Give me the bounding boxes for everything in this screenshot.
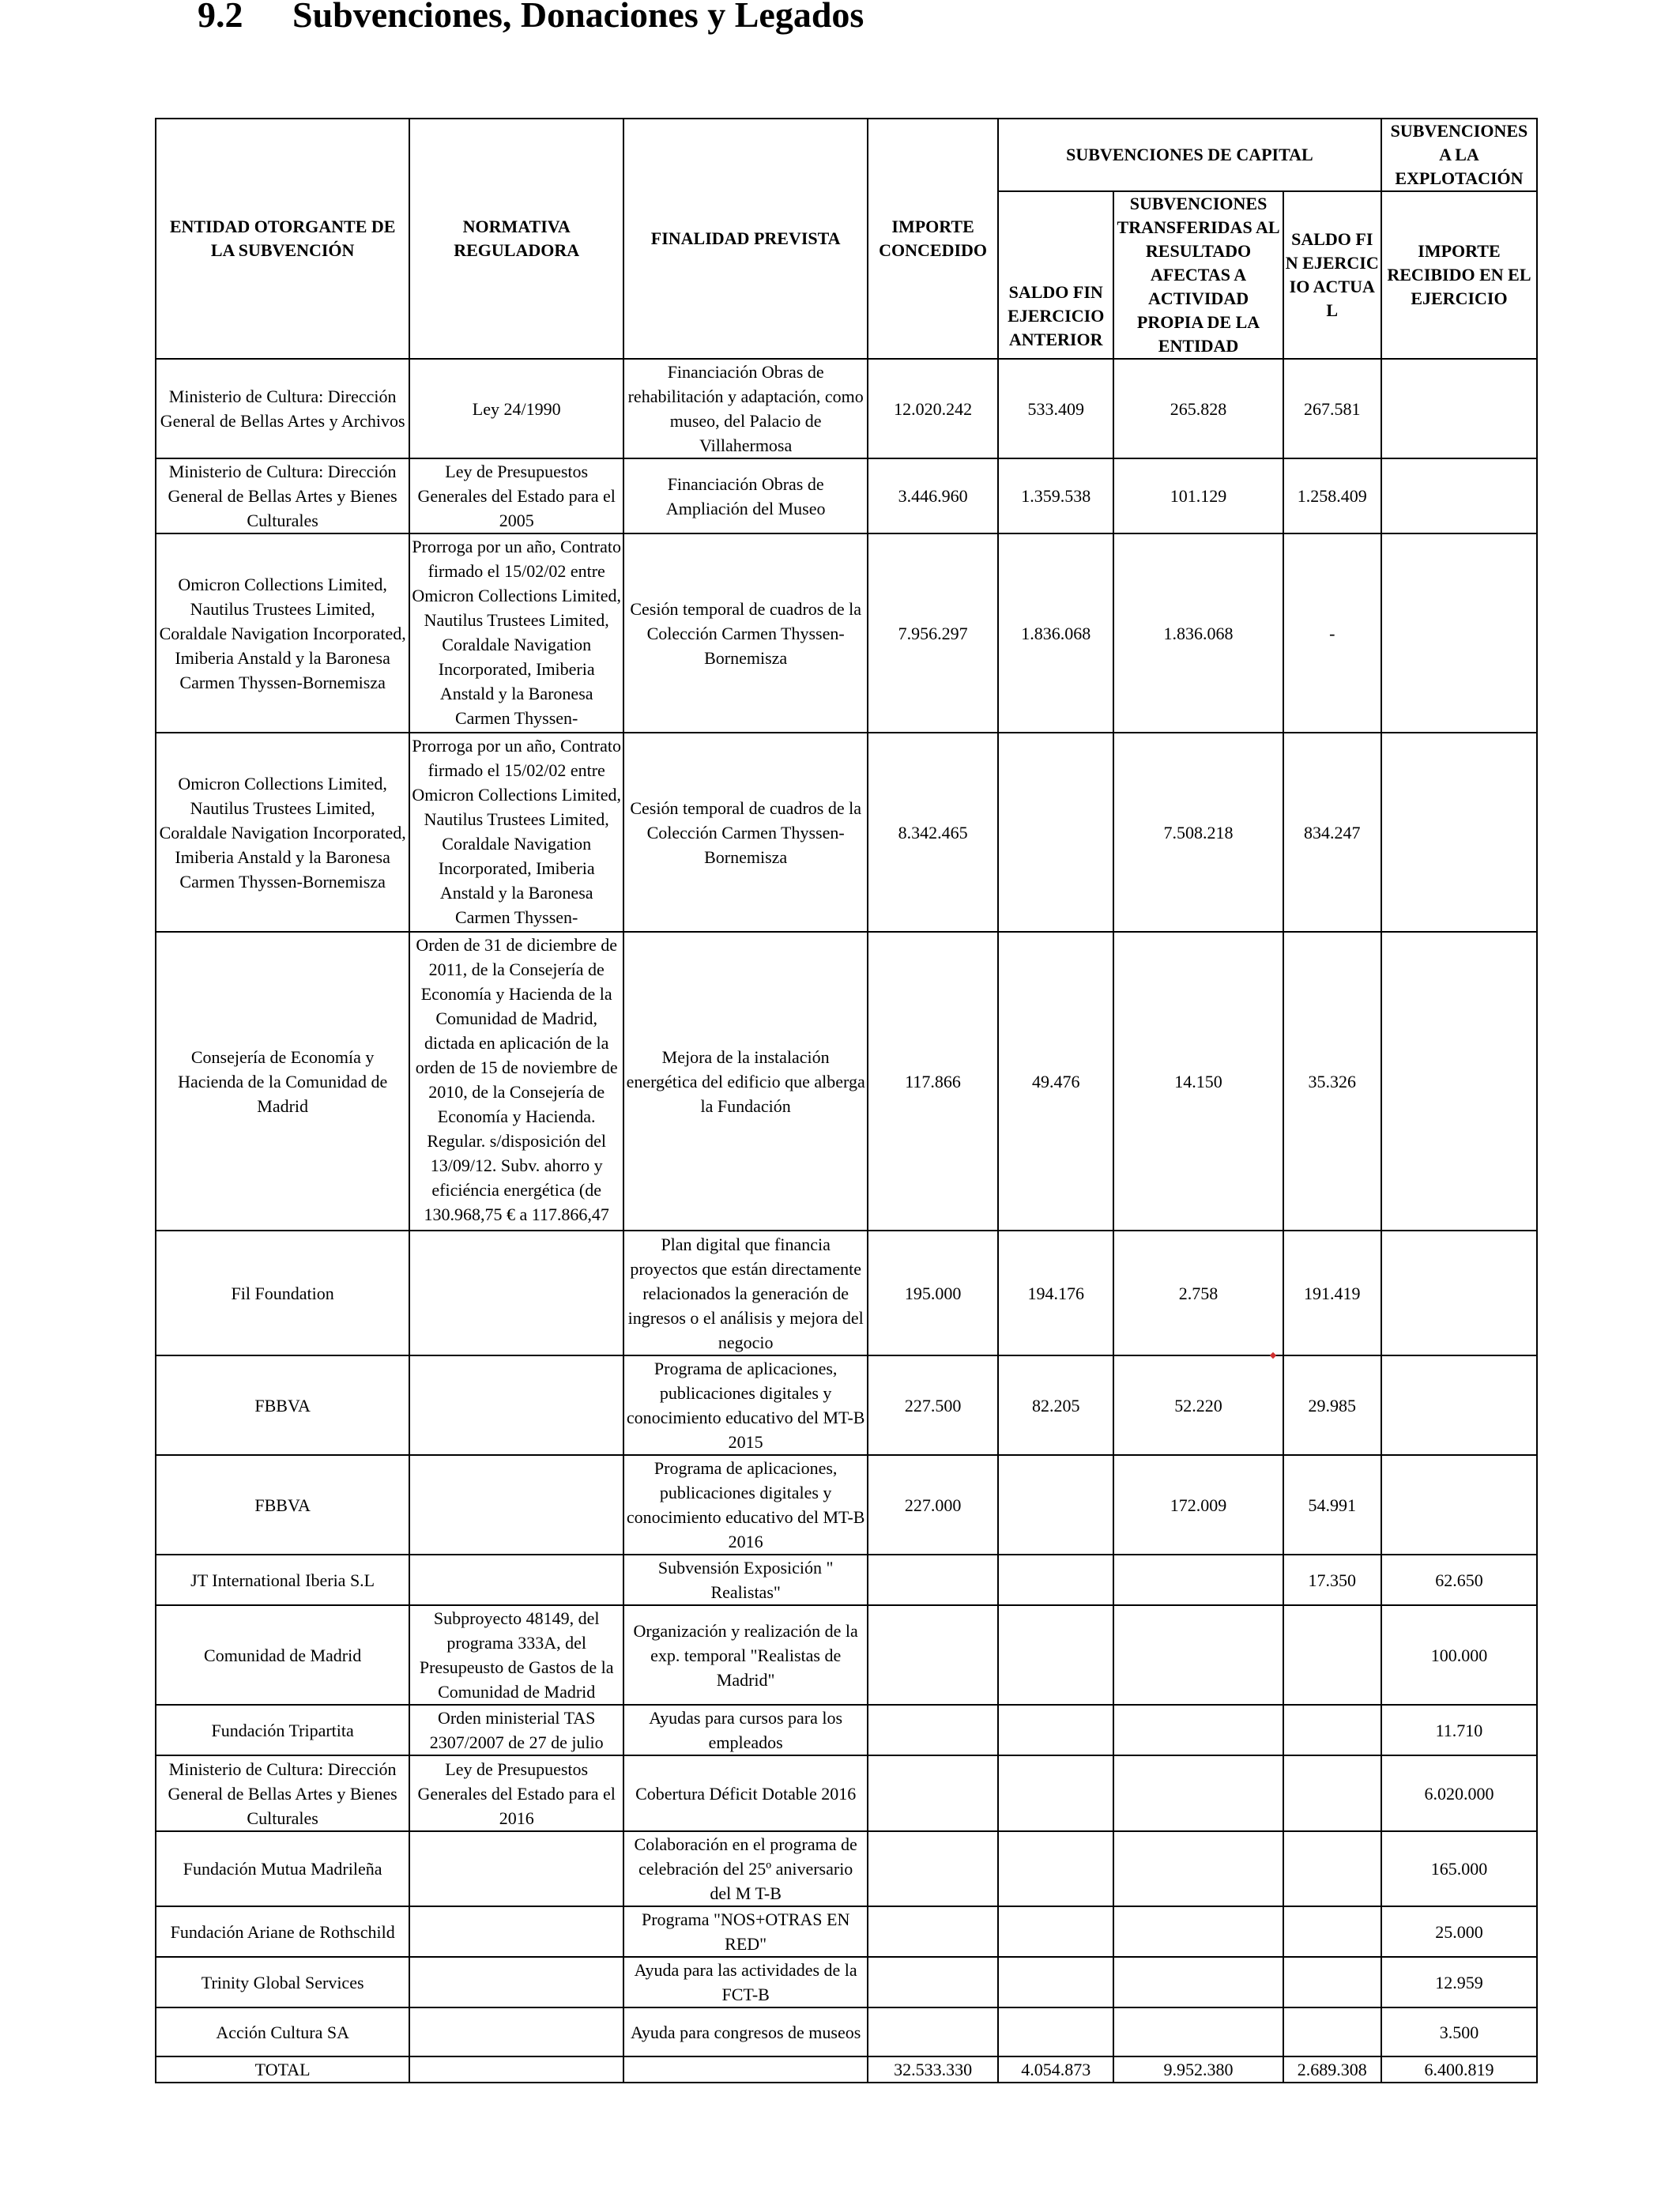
- subvenciones-table: [155, 118, 1538, 2083]
- section-heading: [198, 0, 864, 36]
- cell-normativa: Ley 24/1990: [409, 359, 623, 458]
- total-transferidas: 9.952.380: [1113, 2056, 1283, 2083]
- cell-finalidad: Colaboración en el programa de celebración del 25º aniversario del M T-B: [623, 1831, 868, 1906]
- header-transferidas: SUBVENCIONES TRANSFERIDAS AL RESULTADO AFECTAS A ACTIVIDAD PROPIA DE LA ENTIDAD: [1113, 191, 1283, 359]
- table-row: [156, 932, 1537, 1231]
- cell-recibido: [1381, 932, 1537, 1231]
- cell-saldo-anterior: [998, 1755, 1114, 1831]
- cell-saldo-actual: -: [1283, 533, 1381, 733]
- cell-finalidad: Plan digital que financia proyectos que están directamente relacionados la generación de ingresos o el análisis y mejora del negocio: [623, 1231, 868, 1355]
- total-label: TOTAL: [156, 2056, 409, 2083]
- cell-transferidas: 172.009: [1113, 1455, 1283, 1555]
- header-saldo-actual: SALDO FIN EJERCICIO ACTUAL: [1283, 191, 1381, 359]
- cell-transferidas: 14.150: [1113, 932, 1283, 1231]
- cell-entidad: Acción Cultura SA: [156, 2007, 409, 2056]
- cell-transferidas: 7.508.218: [1113, 733, 1283, 932]
- cell-normativa: [409, 1957, 623, 2007]
- cell-entidad: Fil Foundation: [156, 1231, 409, 1355]
- cell-entidad: Ministerio de Cultura: Dirección General de Bellas Artes y Archivos: [156, 359, 409, 458]
- cell-saldo-anterior: [998, 1605, 1114, 1705]
- cell-transferidas: 1.836.068: [1113, 533, 1283, 733]
- table-row: [156, 1705, 1537, 1755]
- table-row: [156, 359, 1537, 458]
- cell-saldo-actual: [1283, 1755, 1381, 1831]
- cell-saldo-actual: 834.247: [1283, 733, 1381, 932]
- section-number: 9.2: [198, 0, 243, 35]
- table-row: [156, 733, 1537, 932]
- cell-saldo-anterior: [998, 1831, 1114, 1906]
- cell-saldo-actual: 1.258.409: [1283, 458, 1381, 533]
- header-importe-recibido: IMPORTE RECIBIDO EN EL EJERCICIO: [1381, 191, 1537, 359]
- cell-saldo-anterior: [998, 1455, 1114, 1555]
- header-normativa: NORMATIVA REGULADORA: [409, 119, 623, 359]
- cell-normativa: Ley de Presupuestos Generales del Estado para el 2016: [409, 1755, 623, 1831]
- table-row: [156, 533, 1537, 733]
- total-empty-finalidad: [623, 2056, 868, 2083]
- header-subvenciones-capital: SUBVENCIONES DE CAPITAL: [998, 119, 1381, 191]
- cell-normativa: Orden ministerial TAS 2307/2007 de 27 de julio: [409, 1705, 623, 1755]
- table-row: [156, 1355, 1537, 1455]
- cell-recibido: [1381, 533, 1537, 733]
- cell-transferidas: 2.758: [1113, 1231, 1283, 1355]
- table-body: [156, 359, 1537, 2056]
- cell-recibido: 3.500: [1381, 2007, 1537, 2056]
- cell-finalidad: Ayuda para congresos de museos: [623, 2007, 868, 2056]
- header-finalidad: FINALIDAD PREVISTA: [623, 119, 868, 359]
- table-row: [156, 458, 1537, 533]
- cell-normativa: [409, 2007, 623, 2056]
- cell-entidad: FBBVA: [156, 1355, 409, 1455]
- cell-saldo-actual: 267.581: [1283, 359, 1381, 458]
- cell-saldo-actual: [1283, 1605, 1381, 1705]
- cell-saldo-actual: [1283, 1906, 1381, 1957]
- table-row: [156, 1455, 1537, 1555]
- cell-transferidas: [1113, 1605, 1283, 1705]
- cell-entidad: Ministerio de Cultura: Dirección General de Bellas Artes y Bienes Culturales: [156, 458, 409, 533]
- cell-saldo-anterior: [998, 1555, 1114, 1605]
- cell-importe: [868, 1831, 998, 1906]
- cell-saldo-actual: 17.350: [1283, 1555, 1381, 1605]
- cell-saldo-anterior: 1.836.068: [998, 533, 1114, 733]
- cell-saldo-actual: 35.326: [1283, 932, 1381, 1231]
- cell-finalidad: Cobertura Déficit Dotable 2016: [623, 1755, 868, 1831]
- cell-recibido: 12.959: [1381, 1957, 1537, 2007]
- cell-importe: 227.000: [868, 1455, 998, 1555]
- cell-finalidad: Programa de aplicaciones, publicaciones digitales y conocimiento educativo del MT-B 2015: [623, 1355, 868, 1455]
- cell-finalidad: Ayudas para cursos para los empleados: [623, 1705, 868, 1755]
- cell-transferidas: [1113, 1906, 1283, 1957]
- cell-saldo-anterior: [998, 1705, 1114, 1755]
- cell-entidad: Omicron Collections Limited, Nautilus Trustees Limited, Coraldale Navigation Incorporated, Imiberia Anstald y la Baronesa Carmen Thyssen-Bornemisza: [156, 733, 409, 932]
- cell-importe: [868, 1605, 998, 1705]
- cell-transferidas: [1113, 1555, 1283, 1605]
- table-row: [156, 1555, 1537, 1605]
- cell-entidad: JT International Iberia S.L: [156, 1555, 409, 1605]
- cell-importe: 12.020.242: [868, 359, 998, 458]
- cell-importe: 195.000: [868, 1231, 998, 1355]
- table-row: [156, 1831, 1537, 1906]
- cell-importe: 3.446.960: [868, 458, 998, 533]
- cell-entidad: Fundación Ariane de Rothschild: [156, 1906, 409, 1957]
- cell-transferidas: [1113, 2007, 1283, 2056]
- cell-finalidad: Ayuda para las actividades de la FCT-B: [623, 1957, 868, 2007]
- cell-entidad: Trinity Global Services: [156, 1957, 409, 2007]
- cell-normativa: Ley de Presupuestos Generales del Estado para el 2005: [409, 458, 623, 533]
- cell-recibido: 11.710: [1381, 1705, 1537, 1755]
- cell-recibido: [1381, 359, 1537, 458]
- cell-transferidas: [1113, 1755, 1283, 1831]
- cell-saldo-anterior: [998, 1906, 1114, 1957]
- cell-entidad: Fundación Tripartita: [156, 1705, 409, 1755]
- cell-recibido: 100.000: [1381, 1605, 1537, 1705]
- total-saldo-anterior: 4.054.873: [998, 2056, 1114, 2083]
- cell-importe: [868, 2007, 998, 2056]
- cell-entidad: Omicron Collections Limited, Nautilus Trustees Limited, Coraldale Navigation Incorporated, Imiberia Anstald y la Baronesa Carmen Thyssen-Bornemisza: [156, 533, 409, 733]
- cell-saldo-anterior: 49.476: [998, 932, 1114, 1231]
- cell-finalidad: Organización y realización de la exp. temporal "Realistas de Madrid": [623, 1605, 868, 1705]
- cell-entidad: FBBVA: [156, 1455, 409, 1555]
- cell-saldo-anterior: 82.205: [998, 1355, 1114, 1455]
- cell-importe: [868, 1906, 998, 1957]
- cell-normativa: [409, 1906, 623, 1957]
- total-recibido: 6.400.819: [1381, 2056, 1537, 2083]
- cell-normativa: [409, 1355, 623, 1455]
- cell-recibido: 62.650: [1381, 1555, 1537, 1605]
- section-title: Subvenciones, Donaciones y Legados: [292, 0, 864, 35]
- cell-saldo-anterior: [998, 1957, 1114, 2007]
- cell-saldo-actual: 54.991: [1283, 1455, 1381, 1555]
- cell-entidad: Fundación Mutua Madrileña: [156, 1831, 409, 1906]
- cell-entidad: Ministerio de Cultura: Dirección General de Bellas Artes y Bienes Culturales: [156, 1755, 409, 1831]
- cell-saldo-anterior: 533.409: [998, 359, 1114, 458]
- table-row: [156, 1231, 1537, 1355]
- total-empty-normativa: [409, 2056, 623, 2083]
- cell-entidad: Consejería de Economía y Hacienda de la Comunidad de Madrid: [156, 932, 409, 1231]
- cell-finalidad: Financiación Obras de Ampliación del Museo: [623, 458, 868, 533]
- cell-importe: [868, 1755, 998, 1831]
- cell-normativa: Prorroga por un año, Contrato firmado el 15/02/02 entre Omicron Collections Limited, Nautilus Trustees Limited, Coraldale Navigation Incorporated, Imiberia Anstald y la Baronesa Carmen Thyssen-: [409, 533, 623, 733]
- cell-transferidas: 101.129: [1113, 458, 1283, 533]
- cell-transferidas: 265.828: [1113, 359, 1283, 458]
- cell-saldo-anterior: 1.359.538: [998, 458, 1114, 533]
- cell-normativa: Orden de 31 de diciembre de 2011, de la Consejería de Economía y Hacienda de la Comunidad de Madrid, dictada en aplicación de la orden de 15 de noviembre de 2010, de la Consejería de Economía y Hacienda. Regular. s/disposición del 13/09/12. Subv. ahorro y eficiéncia energética (de 130.968,75 € a 117.866,47: [409, 932, 623, 1231]
- cell-recibido: [1381, 733, 1537, 932]
- cell-normativa: Prorroga por un año, Contrato firmado el 15/02/02 entre Omicron Collections Limited, Nautilus Trustees Limited, Coraldale Navigation Incorporated, Imiberia Anstald y la Baronesa Carmen Thyssen-: [409, 733, 623, 932]
- header-subvenciones-explotacion: SUBVENCIONES A LA EXPLOTACIÓN: [1381, 119, 1537, 191]
- cell-saldo-anterior: 194.176: [998, 1231, 1114, 1355]
- cell-transferidas: [1113, 1957, 1283, 2007]
- cell-recibido: [1381, 458, 1537, 533]
- table-row: [156, 2007, 1537, 2056]
- table-row: [156, 1605, 1537, 1705]
- cell-saldo-actual: 191.419: [1283, 1231, 1381, 1355]
- cell-importe: [868, 1555, 998, 1605]
- cell-saldo-anterior: [998, 2007, 1114, 2056]
- cell-normativa: [409, 1231, 623, 1355]
- cell-transferidas: [1113, 1705, 1283, 1755]
- cell-importe: 7.956.297: [868, 533, 998, 733]
- cell-recibido: 6.020.000: [1381, 1755, 1537, 1831]
- cell-transferidas: [1113, 1831, 1283, 1906]
- cell-importe: [868, 1957, 998, 2007]
- cell-finalidad: Programa de aplicaciones, publicaciones digitales y conocimiento educativo del MT-B 2016: [623, 1455, 868, 1555]
- cell-transferidas: 52.220: [1113, 1355, 1283, 1455]
- cell-importe: 117.866: [868, 932, 998, 1231]
- cell-recibido: [1381, 1231, 1537, 1355]
- cell-saldo-actual: [1283, 1957, 1381, 2007]
- cell-finalidad: Financiación Obras de rehabilitación y adaptación, como museo, del Palacio de Villahermosa: [623, 359, 868, 458]
- total-importe: 32.533.330: [868, 2056, 998, 2083]
- cell-normativa: [409, 1455, 623, 1555]
- cell-finalidad: Mejora de la instalación energética del edificio que alberga la Fundación: [623, 932, 868, 1231]
- cell-saldo-actual: [1283, 1831, 1381, 1906]
- header-saldo-anterior: SALDO FIN EJERCICIO ANTERIOR: [998, 191, 1114, 359]
- table-row: [156, 1906, 1537, 1957]
- cell-recibido: [1381, 1355, 1537, 1455]
- cell-entidad: Comunidad de Madrid: [156, 1605, 409, 1705]
- table-row: [156, 1755, 1537, 1831]
- cell-normativa: [409, 1831, 623, 1906]
- total-row: [156, 2056, 1537, 2083]
- cell-saldo-actual: 29.985: [1283, 1355, 1381, 1455]
- cell-finalidad: Cesión temporal de cuadros de la Colección Carmen Thyssen-Bornemisza: [623, 733, 868, 932]
- cell-finalidad: Cesión temporal de cuadros de la Colección Carmen Thyssen-Bornemisza: [623, 533, 868, 733]
- cell-recibido: [1381, 1455, 1537, 1555]
- cell-importe: [868, 1705, 998, 1755]
- cell-normativa: Subproyecto 48149, del programa 333A, del Presupeusto de Gastos de la Comunidad de Madrid: [409, 1605, 623, 1705]
- cell-finalidad: Programa "NOS+OTRAS EN RED": [623, 1906, 868, 1957]
- total-saldo-actual: 2.689.308: [1283, 2056, 1381, 2083]
- cell-normativa: [409, 1555, 623, 1605]
- table-row: [156, 1957, 1537, 2007]
- cell-saldo-actual: [1283, 1705, 1381, 1755]
- cell-recibido: 25.000: [1381, 1906, 1537, 1957]
- cell-saldo-anterior: [998, 733, 1114, 932]
- cell-recibido: 165.000: [1381, 1831, 1537, 1906]
- cell-importe: 8.342.465: [868, 733, 998, 932]
- cell-saldo-actual: [1283, 2007, 1381, 2056]
- header-entidad: ENTIDAD OTORGANTE DE LA SUBVENCIÓN: [156, 119, 409, 359]
- header-importe-concedido: IMPORTE CONCEDIDO: [868, 119, 998, 359]
- cell-importe: 227.500: [868, 1355, 998, 1455]
- cell-finalidad: Subvensión Exposición " Realistas": [623, 1555, 868, 1605]
